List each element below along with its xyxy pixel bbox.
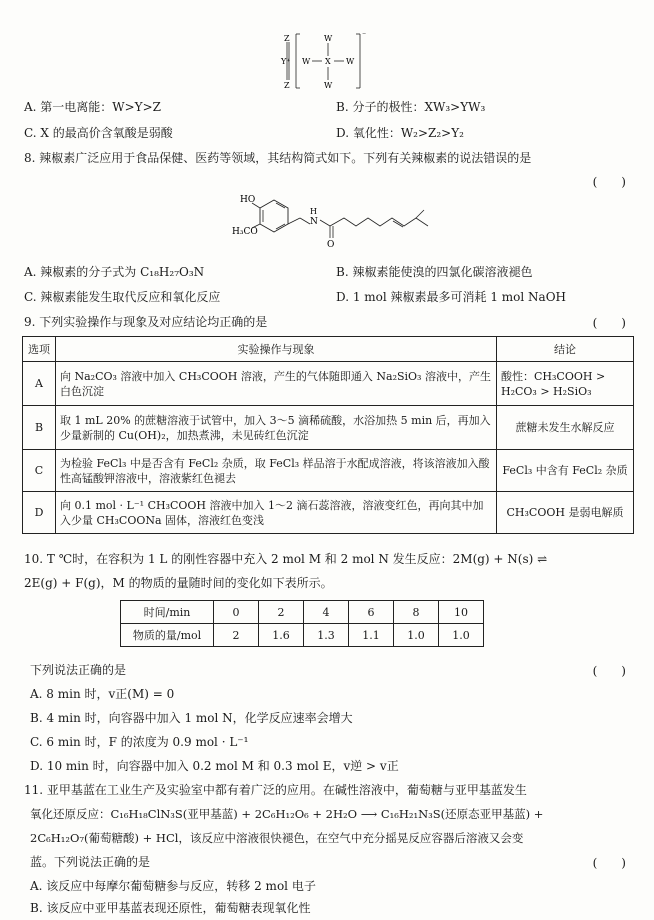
struct-y: Y⁺ xyxy=(281,57,291,66)
q8-option-d: D. 1 mol 辣椒素最多可消耗 1 mol NaOH xyxy=(336,290,567,304)
q9-stem: 9. 下列实验操作与现象及对应结论均正确的是 xyxy=(24,315,268,329)
table-row xyxy=(23,450,634,492)
q11-line4: 蓝。下列说法正确的是 xyxy=(30,855,151,869)
q9-table xyxy=(22,336,634,534)
q9-row-operation: 向 0.1 mol · L⁻¹ CH₃COOH 溶液中加入 1～2 滴石蕊溶液，溶液变红色，再向其中加入少量 CH₃COONa 固体，溶液红色变浅 xyxy=(56,492,497,534)
q8-answer-paren: ( ) xyxy=(592,175,626,189)
q9-answer-paren: ( ) xyxy=(592,316,626,330)
q10-answer-paren: ( ) xyxy=(592,664,626,678)
struct-z2: Z xyxy=(284,81,290,90)
q9-row-label: A xyxy=(23,362,56,406)
q10-cell: 0 xyxy=(214,601,259,624)
struct-minus: ⁻ xyxy=(362,31,367,40)
q9-row-operation: 向 Na₂CO₃ 溶液中加入 CH₃COOH 溶液，产生的气体随即通入 Na₂SiO₃ 溶液中，产生白色沉淀 xyxy=(56,362,497,406)
q9-header-conclusion: 结论 xyxy=(497,337,634,362)
q9-row-conclusion: FeCl₃ 中含有 FeCl₂ 杂质 xyxy=(497,450,634,492)
q10-ask: 下列说法正确的是 xyxy=(30,663,127,677)
capsaicin-structure xyxy=(222,190,462,248)
capsaicin-o: O xyxy=(327,240,335,248)
q10-cell: 2 xyxy=(214,624,259,647)
capsaicin-n: N xyxy=(310,217,318,227)
q7-option-b: B. 分子的极性：XW₃>YW₃ xyxy=(336,100,486,114)
q9-header-option: 选项 xyxy=(23,337,56,362)
q11-line1: 11. 亚甲基蓝在工业生产及实验室中都有着广泛的应用。在碱性溶液中，葡萄糖与亚甲基蓝发生 xyxy=(24,783,527,797)
q11-line2: 氧化还原反应：C₁₆H₁₈ClN₃S(亚甲基蓝) + 2C₆H₁₂O₆ + 2H₂O ⟶ C₁₆H₂₁N₃S(还原态亚甲基蓝) + xyxy=(30,807,544,821)
table-row xyxy=(23,492,634,534)
table-row xyxy=(121,601,484,624)
q10-stem-line2: 2E(g) + F(g)，M 的物质的量随时间的变化如下表所示。 xyxy=(24,576,333,590)
q8-option-a: A. 辣椒素的分子式为 C₁₈H₂₇O₃N xyxy=(24,265,205,279)
struct-w-top: W xyxy=(324,34,333,43)
q10-cell: 1.3 xyxy=(304,624,349,647)
q9-header-operation: 实验操作与现象 xyxy=(56,337,497,362)
table-row xyxy=(23,362,634,406)
q10-cell: 1.0 xyxy=(439,624,484,647)
q10-cell: 1.6 xyxy=(259,624,304,647)
q10-cell: 1.0 xyxy=(394,624,439,647)
table-row xyxy=(121,624,484,647)
struct-w-left: W xyxy=(302,57,311,66)
q11-line3: 2C₆H₁₂O₇(葡萄糖酸) + HCl，该反应中溶液很快褪色，在空气中充分摇晃反应容器后溶液又会变 xyxy=(30,831,524,845)
q8-option-b: B. 辣椒素能使溴的四氯化碳溶液褪色 xyxy=(336,265,533,279)
q9-row-label: D xyxy=(23,492,56,534)
q7-structure-diagram xyxy=(270,30,380,92)
q9-row-conclusion: CH₃COOH 是弱电解质 xyxy=(497,492,634,534)
q10-stem-line1: 10. T ℃时，在容积为 1 L 的刚性容器中充入 2 mol M 和 2 mol N 发生反应：2M(g) + N(s) ⇌ xyxy=(24,552,548,566)
q10-cell: 2 xyxy=(259,601,304,624)
q9-row-conclusion: 蔗糖未发生水解反应 xyxy=(497,406,634,450)
q10-cell: 10 xyxy=(439,601,484,624)
q11-option-b: B. 该反应中亚甲基蓝表现还原性，葡萄糖表现氧化性 xyxy=(30,901,311,915)
struct-w-right: W xyxy=(346,57,355,66)
q7-option-d: D. 氧化性：W₂>Z₂>Y₂ xyxy=(336,126,464,140)
q7-option-c: C. X 的最高价含氧酸是弱酸 xyxy=(24,126,173,140)
q10-table xyxy=(120,600,484,647)
q10-option-d: D. 10 min 时，向容器中加入 0.2 mol M 和 0.3 mol E，v逆 > v正 xyxy=(30,759,399,773)
q9-row-label: C xyxy=(23,450,56,492)
q11-option-a: A. 该反应中每摩尔葡萄糖参与反应，转移 2 mol 电子 xyxy=(30,879,316,893)
q10-option-b: B. 4 min 时，向容器中加入 1 mol N，化学反应速率会增大 xyxy=(30,711,353,725)
struct-w-bot: W xyxy=(324,81,333,90)
table-row xyxy=(23,406,634,450)
q7-option-a: A. 第一电离能：W>Y>Z xyxy=(24,100,161,114)
q8-stem: 8. 辣椒素广泛应用于食品保健、医药等领域，其结构简式如下。下列有关辣椒素的说法错误的是 xyxy=(24,151,532,165)
capsaicin-h: H xyxy=(310,207,317,216)
q9-table-header xyxy=(23,337,634,362)
struct-x: X xyxy=(325,57,331,66)
q10-cell: 物质的量/mol xyxy=(121,624,214,647)
q9-row-operation: 取 1 mL 20% 的蔗糖溶液于试管中，加入 3～5 滴稀硫酸，水浴加热 5 min 后，再加入少量新制的 Cu(OH)₂，加热煮沸，未见砖红色沉淀 xyxy=(56,406,497,450)
q10-cell: 时间/min xyxy=(121,601,214,624)
capsaicin-h3co: H₃CO xyxy=(232,227,258,237)
q11-answer-paren: ( ) xyxy=(592,856,626,870)
q9-row-operation: 为检验 FeCl₃ 中是否含有 FeCl₂ 杂质，取 FeCl₃ 样品溶于水配成溶液，将该溶液加入酸性高锰酸钾溶液中，溶液紫红色褪去 xyxy=(56,450,497,492)
q9-row-label: B xyxy=(23,406,56,450)
q8-option-c: C. 辣椒素能发生取代反应和氧化反应 xyxy=(24,290,221,304)
q10-cell: 4 xyxy=(304,601,349,624)
q10-cell: 8 xyxy=(394,601,439,624)
q10-cell: 6 xyxy=(349,601,394,624)
q9-row-conclusion: 酸性：CH₃COOH > H₂CO₃ > H₂SiO₃ xyxy=(497,362,634,406)
struct-z1: Z xyxy=(284,34,290,43)
capsaicin-ho: HO xyxy=(240,195,256,205)
q10-option-c: C. 6 min 时，F 的浓度为 0.9 mol · L⁻¹ xyxy=(30,735,249,749)
q10-cell: 1.1 xyxy=(349,624,394,647)
q10-option-a: A. 8 min 时，v正(M) = 0 xyxy=(30,687,175,701)
